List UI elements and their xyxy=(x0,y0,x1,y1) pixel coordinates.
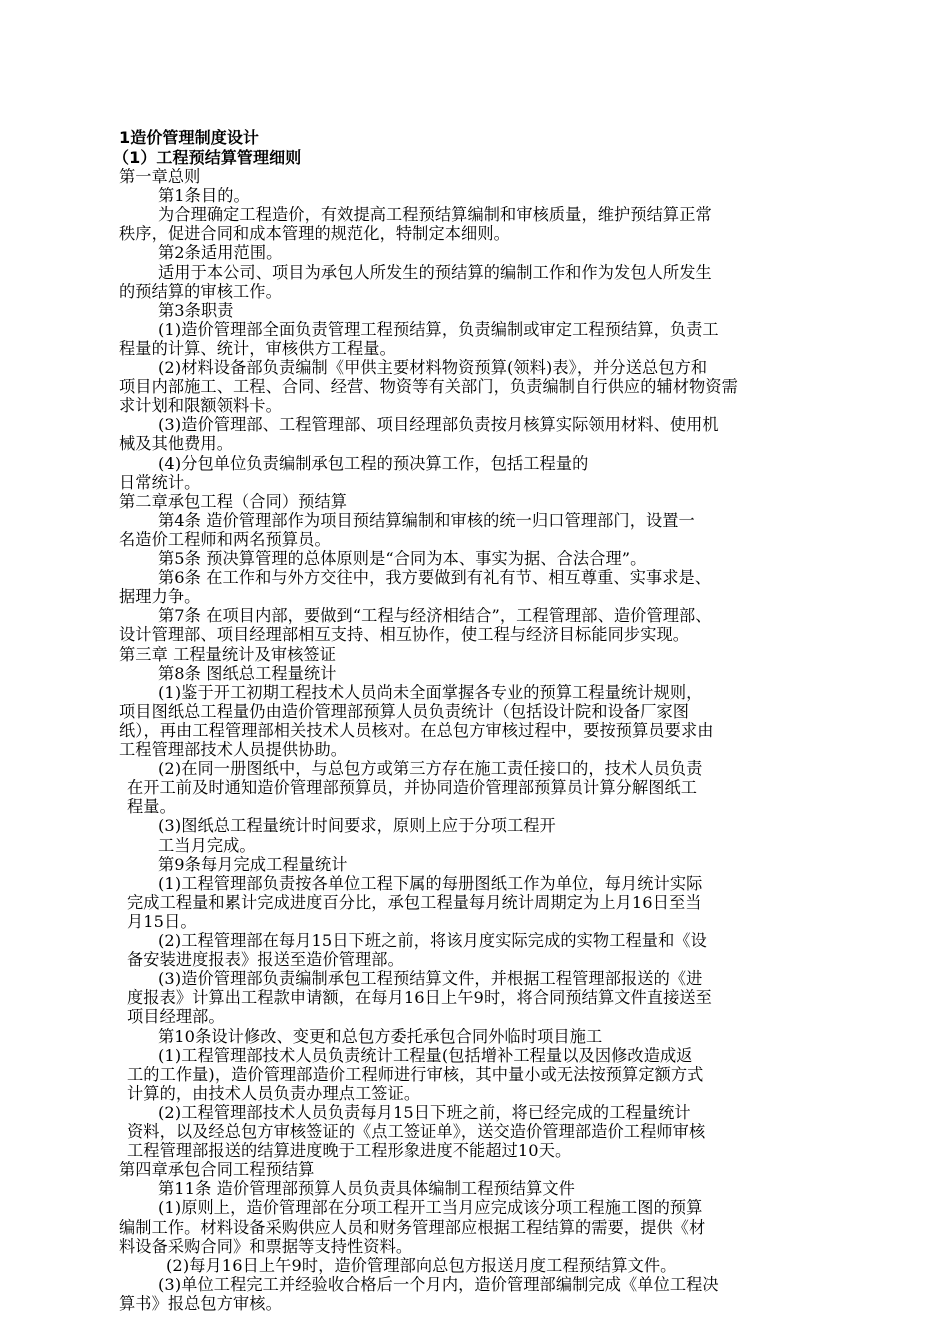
text-line: 第2条适用范围。 xyxy=(158,243,283,263)
text-line: 适用于本公司、项目为承包人所发生的预结算的编制工作和作为发包人所发生 xyxy=(158,262,712,282)
subsection-title: （1）工程预结算管理细则 xyxy=(113,148,302,167)
text-line: 工程管理部报送的结算进度晚于工程形象进度不能超过10天。 xyxy=(127,1141,572,1161)
text-line: 工的工作量)，造价管理部造价工程师进行审核，其中量小或无法按预算定额方式 xyxy=(127,1064,704,1084)
text-line: 据理力争。 xyxy=(119,587,201,607)
text-line: 编制工作。材料设备采购供应人员和财务管理部应根据工程结算的需要，提供《材 xyxy=(119,1217,706,1237)
text-line: 项目内部施工、工程、合同、经营、物资等有关部门，负责编制自行供应的辅材物资需 xyxy=(119,377,738,397)
text-line: 料设备采购合同》和票据等支持性资料。 xyxy=(119,1236,413,1256)
text-line: 第四章承包合同工程预结算 xyxy=(119,1160,315,1180)
text-line: (4)分包单位负责编制承包工程的预决算工作，包括工程量的 xyxy=(158,453,589,473)
text-line: (3)单位工程完工并经验收合格后一个月内，造价管理部编制完成《单位工程决 xyxy=(158,1274,719,1294)
text-line: 第6条 在工作和与外方交往中，我方要做到有礼有节、相互尊重、实事求是、 xyxy=(158,568,712,588)
text-line: (2)在同一册图纸中，与总包方或第三方存在施工责任接口的，技术人员负责 xyxy=(158,759,703,779)
text-line: 工当月完成。 xyxy=(158,835,256,855)
text-line: 程量的计算、统计，审核供方工程量。 xyxy=(119,338,396,358)
text-line: 月15日。 xyxy=(127,911,197,931)
text-line: 算书》报总包方审核。 xyxy=(119,1293,282,1313)
text-line: 第二章承包工程（合同）预结算 xyxy=(119,491,348,511)
text-line: 第10条设计修改、变更和总包方委托承包合同外临时项目施工 xyxy=(158,1026,603,1046)
text-line: 资料，以及经总包方审核签证的《点工签证单》，送交造价管理部造价工程师审核 xyxy=(127,1122,706,1141)
text-line: (1)原则上，造价管理部在分项工程开工当月应完成该分项工程施工图的预算 xyxy=(158,1198,703,1218)
text-line: 日常统计。 xyxy=(119,472,201,492)
text-line: 为合理确定工程造价，有效提高工程预结算编制和审核质量，维护预结算正常 xyxy=(158,205,712,225)
text-line: 第11条 造价管理部预算人员负责具体编制工程预结算文件 xyxy=(158,1179,575,1199)
text-line: (2)每月16日上午9时，造价管理部向总包方报送月度工程预结算文件。 xyxy=(166,1255,677,1275)
text-line: 的预结算的审核工作。 xyxy=(119,281,282,301)
text-line: 设计管理部、项目经理部相互支持、相互协作，使工程与经济目标能同步实现。 xyxy=(119,625,690,645)
text-line: 完成工程量和累计完成进度百分比，承包工程量每月统计周期定为上月16日至当 xyxy=(127,892,702,912)
text-line: 程量。 xyxy=(127,797,176,817)
text-line: 项目图纸总工程量仍由造价管理部预算人员负责统计（包括设计院和设备厂家图 xyxy=(119,701,690,721)
text-line: (1)工程管理部负责按各单位工程下属的每册图纸工作为单位，每月统计实际 xyxy=(158,873,703,893)
text-line: 第1条目的。 xyxy=(158,186,250,206)
text-line: 项目经理部。 xyxy=(127,1007,225,1027)
text-line: 工程管理部技术人员提供协助。 xyxy=(119,740,348,759)
text-line: 第9条每月完成工程量统计 xyxy=(158,854,348,874)
section-title: 1造价管理制度设计 xyxy=(119,128,260,147)
text-line: 备安装进度报表》报送至造价管理部。 xyxy=(127,950,404,970)
text-line: 第三章 工程量统计及审核签证 xyxy=(119,644,336,664)
text-line: 计算的，由技术人员负责办理点工签证。 xyxy=(127,1083,421,1103)
text-line: 第5条 预决算管理的总体原则是“合同为本、事实为据、合法合理”。 xyxy=(158,549,647,568)
text-line: (1)鉴于开工初期工程技术人员尚未全面掌握各专业的预算工程量统计规则， xyxy=(158,682,703,702)
text-line: (1)造价管理部全面负责管理工程预结算，负责编制或审定工程预结算，负责工 xyxy=(158,319,719,339)
text-line: (3)造价管理部、工程管理部、项目经理部负责按月核算实际领用材料、使用机 xyxy=(158,415,719,435)
text-line: 纸），再由工程管理部相关技术人员核对。在总包方审核过程中，要按预算员要求由 xyxy=(119,720,714,740)
text-line: (1)工程管理部技术人员负责统计工程量(包括增补工程量以及因修改造成返 xyxy=(158,1045,693,1065)
text-line: (3)造价管理部负责编制承包工程预结算文件，并根据工程管理部报送的《进 xyxy=(158,969,703,989)
text-line: (2)工程管理部在每月15日下班之前，将该月度实际完成的实物工程量和《设 xyxy=(158,931,707,950)
text-line: 第3条职责 xyxy=(158,300,234,320)
text-line: 名造价工程师和两名预算员。 xyxy=(119,529,331,549)
text-line: 求计划和限额领料卡。 xyxy=(119,396,282,416)
text-line: 械及其他费用。 xyxy=(119,434,234,454)
text-line: 度报表》计算出工程款申请额，在每月16日上午9时，将合同预结算文件直接送至 xyxy=(127,988,712,1008)
text-line: 第8条 图纸总工程量统计 xyxy=(158,663,337,683)
text-line: 在开工前及时通知造价管理部预算员，并协同造价管理部预算员计算分解图纸工 xyxy=(127,778,698,798)
text-line: (3)图纸总工程量统计时间要求，原则上应于分项工程开 xyxy=(158,816,556,836)
text-line: 第7条 在项目内部，要做到“工程与经济相结合”，工程管理部、造价管理部、 xyxy=(158,606,712,626)
text-line: 秩序，促进合同和成本管理的规范化，特制定本细则。 xyxy=(119,224,510,244)
text-line: 第一章总则 xyxy=(119,167,201,186)
text-line: (2)材料设备部负责编制《甲供主要材料物资预算(领料)表》，并分送总包方和 xyxy=(158,358,708,377)
text-line: 第4条 造价管理部作为项目预结算编制和审核的统一归口管理部门，设置一 xyxy=(158,510,695,530)
text-line: (2)工程管理部技术人员负责每月15日下班之前，将已经完成的工程量统计 xyxy=(158,1102,691,1122)
